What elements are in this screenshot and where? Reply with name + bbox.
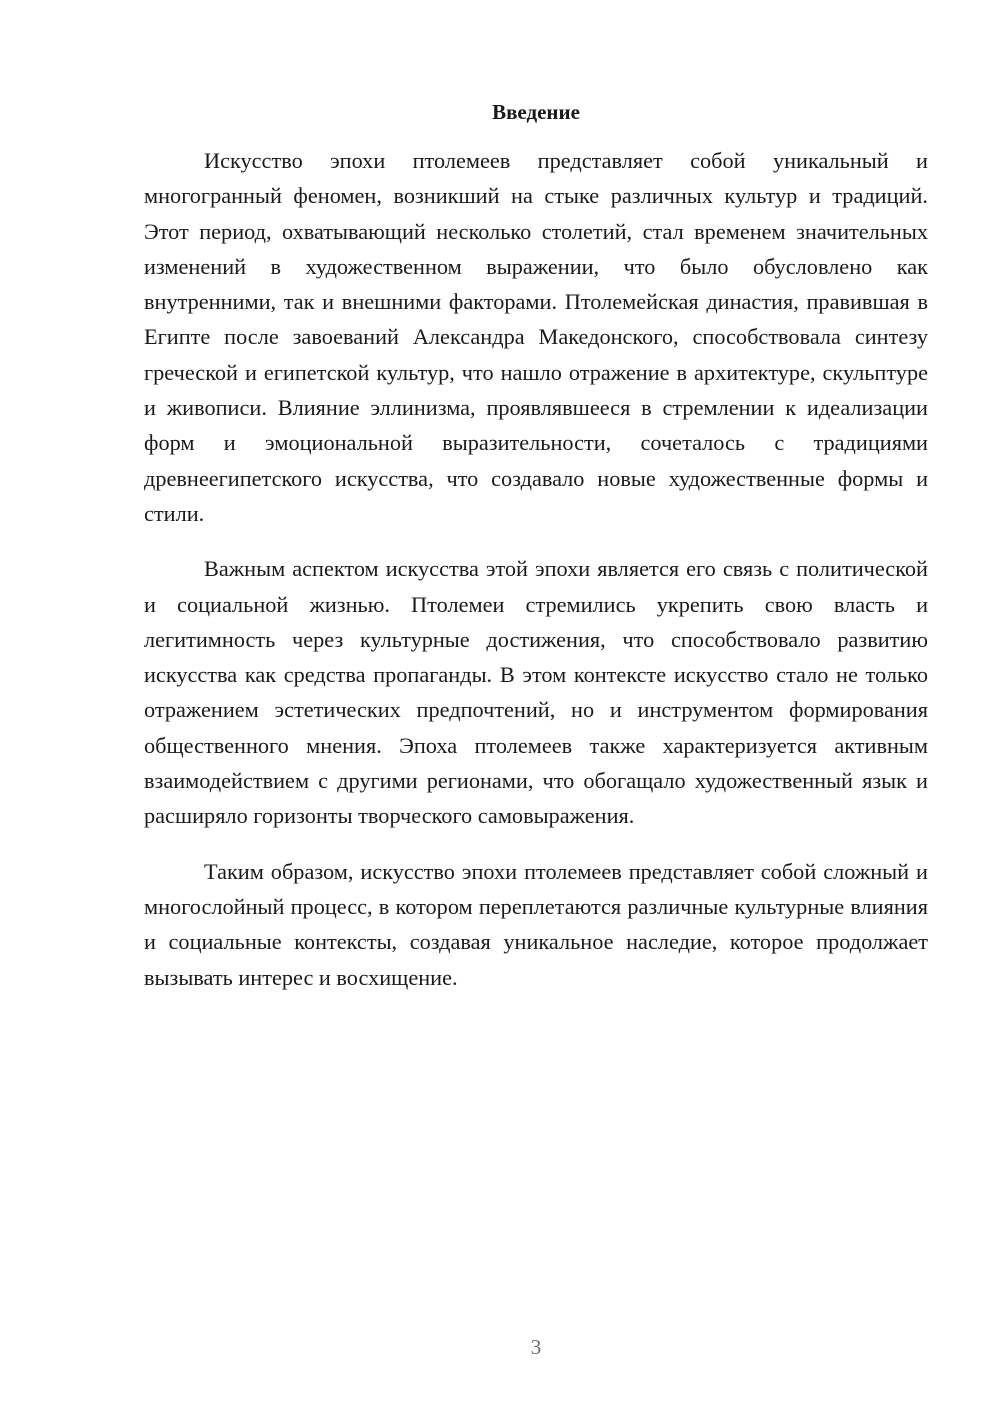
section-heading: Введение (492, 100, 580, 124)
body-text (144, 143, 928, 1015)
paragraph-2: Важным аспектом искусства этой эпохи является его связь с политической и социальной жизнью. Птолемеи стремились укрепить свою власть и легитимность через культурные достижения, что способствовало развитию искусства как средства пропаганды. В этом контексте искусство стало не только отражением эстетических предпочтений, но и инструментом формирования общественного мнения. Эпоха птолемеев также характеризуется активным взаимодействием с другими регионами, что обогащало художественный язык и расширяло горизонты творческого самовыражения. (144, 556, 928, 829)
paragraph-1: Искусство эпохи птолемеев представляет собой уникальный и многогранный феномен, возникший на стыке различных культур и традиций. Этот период, охватывающий несколько столетий, стал временем значительных изменений в художественном выражении, что было обусловлено как внутренними, так и внешними факторами. Птолемейская династия, правившая в Египте после завоеваний Александра Македонского, способствовала синтезу греческой и египетской культур, что нашло отражение в архитектуре, скульптуре и живописи. Влияние эллинизма, проявлявшееся в стремлении к идеализации форм и эмоциональной выразительности, сочеталось с традициями древнеегипетского искусства, что создавало новые художественные формы и стили. (144, 148, 928, 526)
paragraph-3: Таким образом, искусство эпохи птолемеев представляет собой сложный и многослойный процесс, в котором переплетаются различные культурные влияния и социальные контексты, создавая уникальное наследие, которое продолжает вызывать интерес и восхищение. (144, 858, 928, 990)
page-number: 3 (530, 1335, 542, 1359)
